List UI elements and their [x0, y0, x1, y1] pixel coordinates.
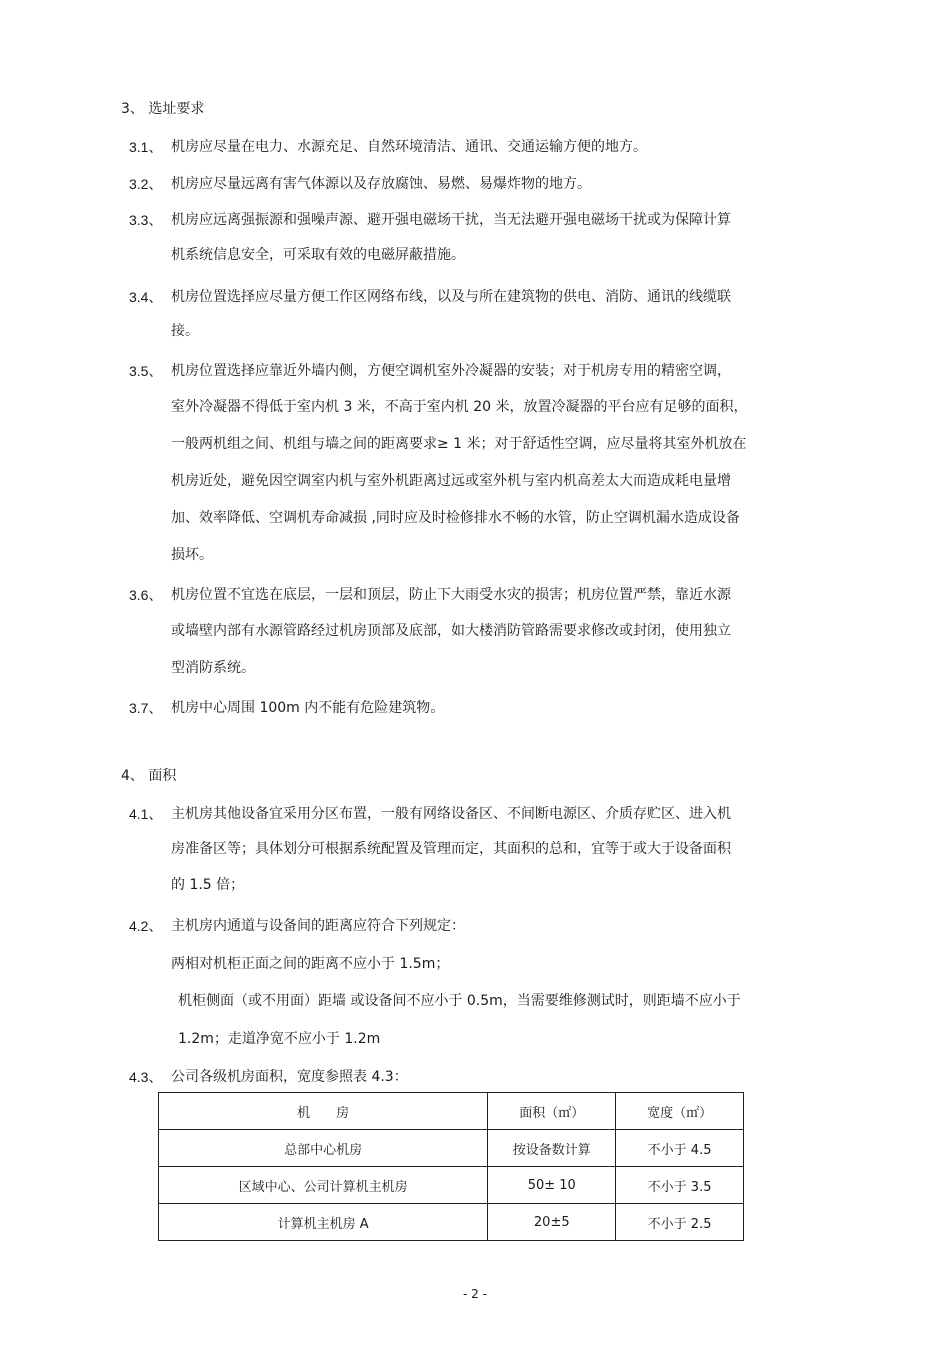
item-3-4-line-2: 接。 [171, 323, 199, 339]
table-row [159, 1204, 744, 1241]
table-header-cell: 宽度（㎡） [616, 1093, 744, 1130]
item-3-7-number: 3.7、 [129, 700, 163, 716]
table-cell: 不小于 3.5 [616, 1167, 744, 1204]
item-4-2-line-3: 机柜侧面（或不用面）距墙 或设备间不应小于 0.5m，当需要维修测试时，则距墙不应小于 [178, 993, 741, 1009]
item-4-3-text: 公司各级机房面积，宽度参照表 4.3： [171, 1069, 408, 1085]
item-3-1-text: 机房应尽量在电力、水源充足、自然环境清洁、通讯、交通运输方便的地方。 [171, 139, 647, 155]
item-4-1-number: 4.1、 [129, 806, 163, 822]
item-3-6-line-1: 机房位置不宜选在底层，一层和顶层，防止下大雨受水灾的损害；机房位置严禁，靠近水源 [171, 587, 731, 603]
table-cell: 不小于 4.5 [616, 1130, 744, 1167]
table-cell: 区域中心、公司计算机主机房 [159, 1167, 488, 1204]
item-3-3-line-2: 机系统信息安全，可采取有效的电磁屏蔽措施。 [171, 247, 465, 263]
item-3-6-number: 3.6、 [129, 587, 163, 603]
table-cell: 20±5 [488, 1204, 616, 1241]
item-3-7-text: 机房中心周围 100m 内不能有危险建筑物。 [171, 700, 445, 716]
table-header-cell: 机 房 [159, 1093, 488, 1130]
table-cell: 按设备数计算 [488, 1130, 616, 1167]
item-3-5-line-6: 损坏。 [171, 547, 213, 563]
table-row [159, 1130, 744, 1167]
item-4-1-line-3: 的 1.5 倍； [171, 877, 245, 893]
item-3-6-line-2: 或墙壁内部有水源管路经过机房顶部及底部，如大楼消防管路需要求修改或封闭，使用独立 [171, 623, 731, 639]
item-4-2-line-4: 1.2m；走道净宽不应小于 1.2m [178, 1031, 381, 1047]
item-3-2-text: 机房应尽量远离有害气体源以及存放腐蚀、易燃、易爆炸物的地方。 [171, 176, 591, 192]
item-3-1-number: 3.1、 [129, 139, 163, 155]
item-3-4-line-1: 机房位置选择应尽量方便工作区网络布线，以及与所在建筑物的供电、消防、通讯的线缆联 [171, 289, 731, 305]
item-3-3-line-1: 机房应远离强振源和强噪声源、避开强电磁场干扰，当无法避开强电磁场干扰或为保障计算 [171, 212, 731, 228]
table-cell: 不小于 2.5 [616, 1204, 744, 1241]
item-3-5-number: 3.5、 [129, 363, 163, 379]
item-3-5-line-4: 机房近处，避免因空调室内机与室外机距离过远或室外机与室内机高差太大而造成耗电量增 [171, 473, 731, 489]
room-area-table [158, 1092, 744, 1241]
item-3-2-number: 3.2、 [129, 176, 163, 192]
item-3-5-line-2: 室外冷凝器不得低于室内机 3 米，不高于室内机 20 米，放置冷凝器的平台应有足够的面积， [171, 399, 748, 415]
item-3-5-line-5: 加、效率降低、空调机寿命减损 ,同时应及时检修排水不畅的水管，防止空调机漏水造成设备 [171, 510, 740, 526]
item-4-2-line-1: 主机房内通道与设备间的距离应符合下列规定： [171, 918, 465, 934]
table-header-row [159, 1093, 744, 1130]
table-row [159, 1167, 744, 1204]
item-3-3-number: 3.3、 [129, 212, 163, 228]
item-4-2-number: 4.2、 [129, 918, 163, 934]
item-3-5-line-3: 一般两机组之间、机组与墙之间的距离要求≥ 1 米；对于舒适性空调，应尽量将其室外机放在 [171, 436, 747, 452]
item-3-4-number: 3.4、 [129, 289, 163, 305]
table-cell: 计算机主机房 A [159, 1204, 488, 1241]
item-3-6-line-3: 型消防系统。 [171, 660, 255, 676]
table-header-cell: 面积（㎡） [488, 1093, 616, 1130]
item-4-3-number: 4.3、 [129, 1069, 163, 1085]
item-3-5-line-1: 机房位置选择应靠近外墙内侧，方便空调机室外冷凝器的安装；对于机房专用的精密空调， [171, 363, 731, 379]
item-4-2-line-2: 两相对机柜正面之间的距离不应小于 1.5m； [171, 956, 450, 972]
page-number: - 2 - [463, 1287, 487, 1301]
table-cell: 总部中心机房 [159, 1130, 488, 1167]
section-3-heading: 3、 选址要求 [121, 101, 205, 117]
table-cell: 50± 10 [488, 1167, 616, 1204]
item-4-1-line-1: 主机房其他设备宜采用分区布置，一般有网络设备区、不间断电源区、介质存贮区、进入机 [171, 806, 731, 822]
section-4-heading: 4、 面积 [121, 768, 177, 784]
item-4-1-line-2: 房准备区等；具体划分可根据系统配置及管理而定，其面积的总和，宜等于或大于设备面积 [171, 841, 731, 857]
